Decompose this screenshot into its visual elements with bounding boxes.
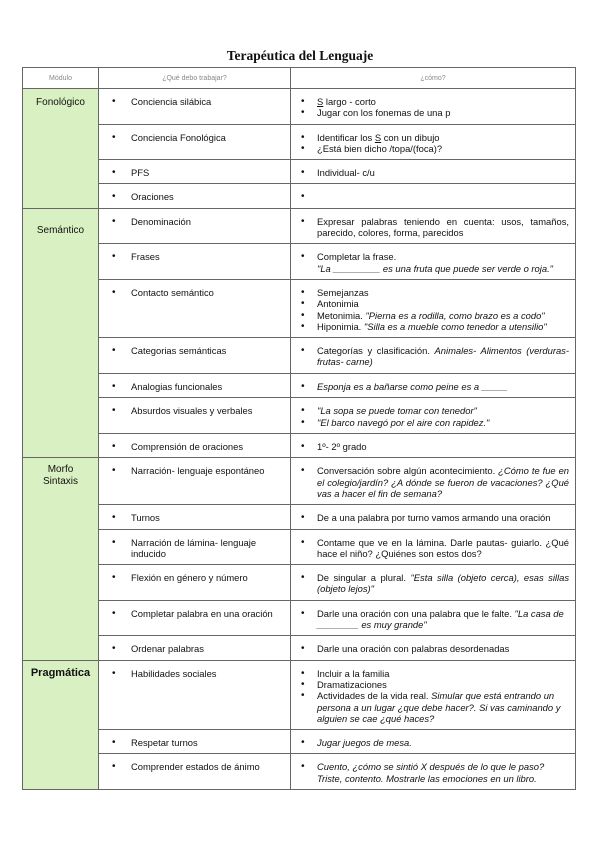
what-item: • Frases [107,251,284,262]
table-row [23,529,576,565]
table-row [23,730,576,754]
table-row [23,89,576,125]
module-morfo-line2: Sintaxis [42,476,78,488]
what-item: • Conciencia Fonológica [107,132,284,143]
how-item: • Cuento, ¿cómo se sintió X después de lo que le paso? Triste, contento. Mostrarle las emociones en un libro. [299,761,569,784]
what-item: • Denominación [107,216,284,227]
header-que: ¿Qué debo trabajar? [99,68,291,89]
header-row [23,68,576,89]
table-row [23,160,576,184]
table-row [23,208,576,244]
how-item: • Metonimia. "Pierna es a rodilla, como brazo es a codo" [299,310,569,321]
header-como: ¿cómo? [291,68,576,89]
how-item: • Dramatizaciones [299,679,569,690]
how-item: • Individual- c/u [299,167,569,178]
what-item: • PFS [107,167,284,178]
table-row [23,754,576,790]
what-item: • Contacto semántico [107,287,284,298]
module-fonologico: Fonológico [23,89,99,209]
how-item: • Expresar palabras teniendo en cuenta: usos, tamaños, parecido, colores, forma, parecidos [299,216,569,239]
how-item: • De a una palabra por turno vamos armando una oración [299,512,569,523]
what-item: • Narración de lámina- lenguaje inducido [107,537,284,560]
table-row [23,244,576,280]
header-modulo: Módulo [23,68,99,89]
how-item: • Identificar los S con un dibujo [299,132,569,143]
how-item: • Categorías y clasificación. Animales- Alimentos (verduras- frutas- carne) [299,345,569,368]
how-item: • S largo - corto [299,96,569,107]
table-row [23,279,576,337]
what-item: • Turnos [107,512,284,523]
what-item: • Comprensión de oraciones [107,441,284,452]
what-item: • Comprender estados de ánimo [107,761,284,772]
how-item: • ¿Está bien dicho /topa/(foca)? [299,143,569,154]
what-item: • Categorias semánticas [107,345,284,356]
module-morfosintaxis [23,458,99,660]
table-row [23,184,576,208]
what-item: • Narración- lenguaje espontáneo [107,465,284,476]
what-item: • Completar palabra en una oración [107,608,284,619]
what-item: • Conciencia silábica [107,96,284,107]
how-item: • De singular a plural. "Esta silla (objeto cerca), esas sillas (objeto lejos)" [299,572,569,595]
what-item: • Absurdos visuales y verbales [107,405,284,416]
table-row [23,660,576,729]
table-row [23,600,576,636]
how-item: • Darle una oración con palabras desordenadas [299,643,569,654]
table-row [23,458,576,505]
table-row [23,636,576,660]
how-item: • Jugar con los fonemas de una p [299,107,569,118]
how-item: • Darle una oración con una palabra que le falte. "La casa de ________ es muy grande" [299,608,569,631]
what-item: • Flexión en género y número [107,572,284,583]
table-row [23,374,576,398]
how-item: • "La sopa se puede tomar con tenedor" [299,405,569,416]
document-title: Terapéutica del Lenguaje [226,48,374,63]
how-item: • Semejanzas [299,287,569,298]
how-item: • Contame que ve en la lámina. Darle pautas- guiarlo. ¿Qué hace el niño? ¿Quiénes son estos dos? [299,537,569,560]
how-item: • Actividades de la vida real. Simular que está entrando un persona a un lugar ¿que debe hacer?. Si vas caminando y alguien se cae ¿qué haces? [299,690,569,724]
what-item: • Ordenar palabras [107,643,284,654]
what-item: • Habilidades sociales [107,668,284,679]
how-item: • Esponja es a bañarse como peine es a _____ [299,381,569,392]
table-row [23,565,576,601]
how-item: • Hiponimia. "Silla es a mueble como tenedor a utensilio" [299,321,569,332]
how-item: • Antonimia [299,298,569,309]
table-row [23,505,576,529]
how-item: • "El barco navegó por el aire con rapidez." [299,417,569,428]
table-row [23,434,576,458]
how-item: • 1º- 2º grado [299,441,569,452]
how-item: • Jugar juegos de mesa. [299,737,569,748]
module-morfo-line1: Morfo [47,464,74,476]
module-pragmatica: Pragmática [23,660,99,789]
how-item: • Completar la frase. "La _________ es una fruta que puede ser verde o roja." [299,251,569,274]
what-item: • Oraciones [107,191,284,202]
module-semantico: Semántico [23,208,99,458]
how-item: • Conversación sobre algún acontecimiento. ¿Cómo te fue en el colegio/jardín? ¿A dónde se fueron de vacaciones? ¿Qué vas a hacer el fin de semana? [299,465,569,499]
table-row [23,398,576,434]
what-item: • Analogias funcionales [107,381,284,392]
how-item: • Incluir a la familia [299,668,569,679]
therapy-table [22,67,576,790]
what-item: • Respetar turnos [107,737,284,748]
table-row [23,338,576,374]
table-row [23,124,576,160]
